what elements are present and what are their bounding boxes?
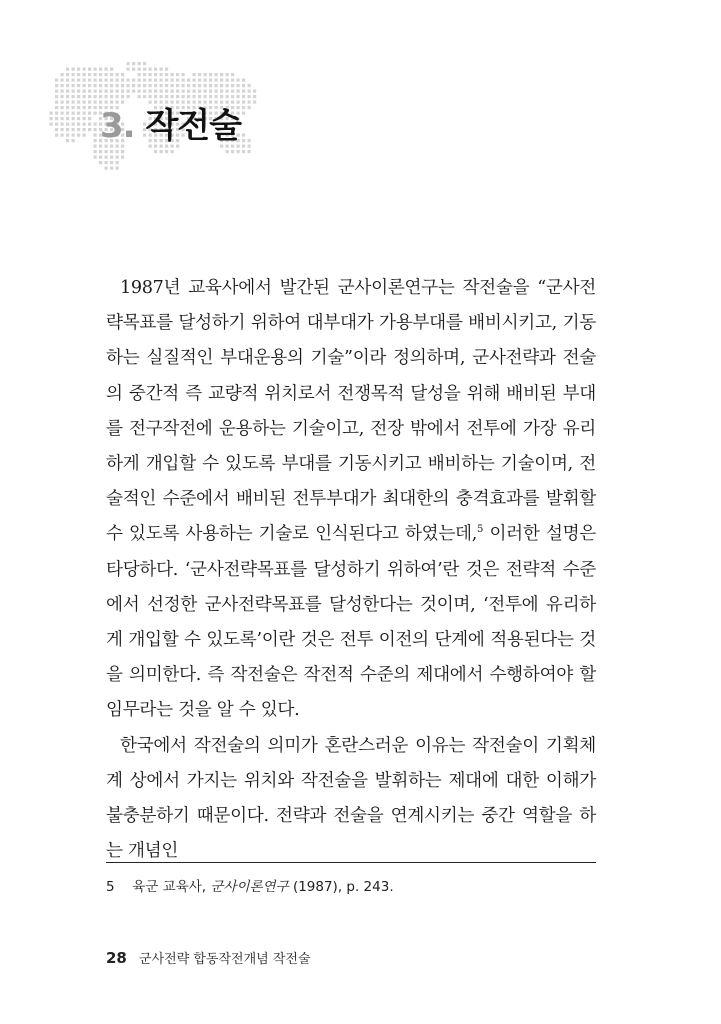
section-number: 3. bbox=[100, 106, 135, 146]
footnote-detail: (1987), p. 243. bbox=[292, 879, 394, 895]
footnote-source: 육군 교육사, bbox=[132, 879, 207, 895]
section-title bbox=[100, 98, 241, 147]
body-text bbox=[106, 271, 596, 869]
footnote-number: 5 bbox=[106, 879, 115, 895]
footnote-reference: 5 bbox=[477, 524, 484, 536]
section-title-text: 작전술 bbox=[145, 106, 241, 146]
page-number: 28 bbox=[106, 949, 127, 967]
paragraph-text: 이러한 설명은 타당하다. ‘군사전략목표를 달성하기 위하여’란 것은 전략적 수준에서 선정한 군사전략목표를 달성한다는 것이며, ‘전투에 유리하게 개입할 수 있도록’이란 것은 전투 이전의 단계에 적용된다는 것을 의미한다. 즉 작전술은 작전적 수준의 제대에서 수행하여야 할 임무라는 것을 알 수 있다. bbox=[106, 524, 596, 721]
footnote bbox=[106, 875, 394, 895]
paragraph-text: 1987년 교육사에서 발간된 군사이론연구는 작전술을 “군사전략목표를 달성하기 위하여 대부대가 가용부대를 배비시키고, 기동하는 실질적인 부대운용의 기술”이라 정의하며, 군사전략과 전술의 중간적 즉 교량적 위치로서 전쟁목적 달성을 위해 배비된 부대를 전구작전에 운용하는 기술이고, 전장 밖에서 전투에 가장 유리하게 개입할 수 있도록 부대를 기동시키고 배비하는 기술이며, 전술적인 수준에서 배비된 전투부대가 최대한의 충격효과를 발휘할 수 있도록 사용하는 기술로 인식된다고 하였는데, bbox=[106, 278, 596, 545]
footnote-divider bbox=[106, 862, 596, 863]
paragraph: 한국에서 작전술의 의미가 혼란스러운 이유는 작전술이 기획체계 상에서 가지는 위치와 작전술을 발휘하는 제대에 대한 이해가 불충분하기 때문이다. 전략과 전술을 연계시키는 중간 역할을 하는 개념인 bbox=[106, 735, 596, 862]
footnote-title: 군사이론연구 bbox=[210, 879, 289, 895]
running-title: 군사전략 합동작전개념 작전술 bbox=[139, 952, 311, 967]
paragraph bbox=[106, 271, 596, 729]
page-footer bbox=[106, 948, 311, 967]
